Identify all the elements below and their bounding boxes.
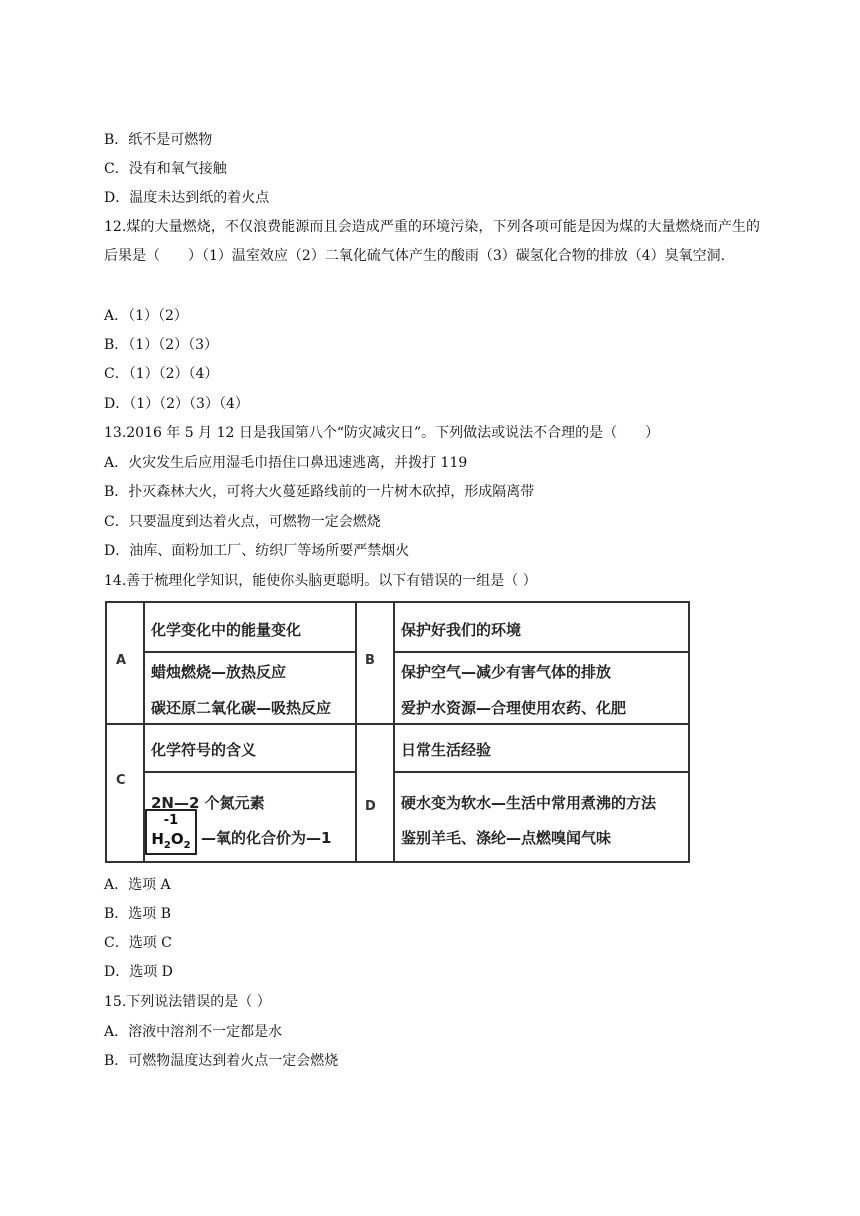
- formula-h: H: [151, 830, 164, 848]
- q13-option-d: D．油库、面粉加工厂、纺织厂等场所要严禁烟火: [104, 543, 410, 559]
- group-d-heading: 日常生活经验: [401, 741, 492, 759]
- table-divider: [143, 771, 355, 773]
- table-divider: [355, 603, 357, 861]
- group-b-label: B: [365, 653, 375, 668]
- q12-option-c: C．（1）（2）（4）: [104, 366, 219, 382]
- table-divider: [143, 651, 355, 653]
- q15-stem: 15.下列说法错误的是（ ）: [104, 994, 271, 1010]
- group-b-item-1: 保护空气—减少有害气体的排放: [401, 663, 612, 681]
- q14-option-c: C．选项 C: [104, 935, 172, 951]
- q14-stem: 14.善于梳理化学知识，能使你头脑更聪明。以下有错误的一组是（ ）: [104, 573, 537, 589]
- q11-option-c: C．没有和氧气接触: [104, 161, 227, 177]
- q12-option-d: D．（1）（2）（3）（4）: [104, 396, 249, 412]
- table-divider: [393, 603, 395, 861]
- group-d-label: D: [365, 799, 376, 814]
- q11-option-d: D．温度未达到纸的着火点: [104, 190, 270, 206]
- q11-option-b: B．纸不是可燃物: [104, 132, 213, 148]
- table-divider: [107, 723, 688, 725]
- group-a-item-1: 蜡烛燃烧—放热反应: [151, 663, 287, 681]
- formula-o: O: [170, 830, 184, 848]
- group-a-item-2: 碳还原二氧化碳—吸热反应: [151, 699, 332, 717]
- oxygen-charge: -1: [163, 813, 179, 828]
- group-d-item-1: 硬水变为软水—生活中常用煮沸的方法: [401, 794, 657, 812]
- q12-stem: 12.煤的大量燃烧，不仅浪费能源而且会造成严重的环境污染，下列各项可能是因为煤的大量燃烧而产生的后果是（ ）（1）温室效应（2）二氧化硫气体产生的酸雨（3）碳氢化合物的排放（4）臭氧空洞.: [104, 219, 760, 264]
- q14-option-d: D．选项 D: [104, 964, 173, 980]
- group-c-heading: 化学符号的含义: [151, 741, 257, 759]
- table-divider: [393, 771, 688, 773]
- group-b-heading: 保护好我们的环境: [401, 621, 522, 639]
- q13-option-b: B．扑灭森林大火，可将大火蔓延路线前的一片树木砍掉，形成隔离带: [104, 484, 535, 500]
- formula-subscript: 2: [183, 840, 191, 851]
- knowledge-table: [105, 601, 690, 863]
- q15-option-b: B．可燃物温度达到着火点一定会燃烧: [104, 1053, 339, 1069]
- q13-option-a: A．火灾发生后应用湿毛巾捂住口鼻迅速逃离，并拨打 119: [104, 455, 468, 471]
- h2o2-formula: [147, 829, 195, 856]
- group-c-item-2: —氧的化合价为—1: [201, 829, 332, 847]
- q14-option-a: A．选项 A: [104, 877, 171, 893]
- formula-subscript: 2: [163, 840, 171, 851]
- group-c-item-1: 2N—2 个氮元素: [151, 794, 265, 812]
- q13-stem: 13.2016 年 5 月 12 日是我国第八个“防灾减灾日”。下列做法或说法不合理的是（ ）: [104, 425, 660, 441]
- group-a-heading: 化学变化中的能量变化: [151, 621, 302, 639]
- h2o2-formula-box: [145, 809, 197, 855]
- q14-option-b: B．选项 B: [104, 906, 172, 922]
- group-d-item-2: 鉴别羊毛、涤纶—点燃嗅闻气味: [401, 829, 612, 847]
- table-divider: [393, 651, 688, 653]
- group-c-label: C: [116, 773, 126, 788]
- group-b-item-2: 爱护水资源—合理使用农药、化肥: [401, 699, 627, 717]
- q13-option-c: C．只要温度到达着火点，可燃物一定会燃烧: [104, 514, 381, 530]
- group-a-label: A: [116, 653, 127, 668]
- q12-option-b: B．（1）（2）（3）: [104, 337, 219, 353]
- q15-option-a: A．溶液中溶剂不一定都是水: [104, 1024, 283, 1040]
- q12-option-a: A．（1）（2）: [104, 308, 188, 324]
